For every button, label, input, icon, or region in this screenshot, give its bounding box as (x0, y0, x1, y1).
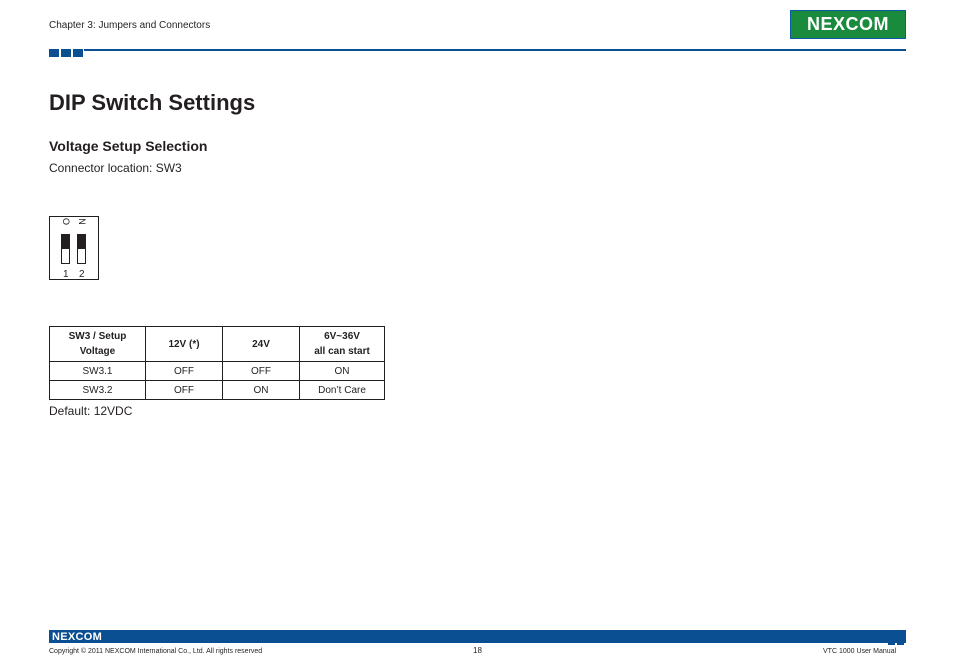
table-header-cell (50, 327, 146, 362)
header-line: 12V (*) (168, 338, 200, 350)
chapter-header: Chapter 3: Jumpers and Connectors (49, 20, 211, 31)
table-row (50, 362, 385, 381)
header-line: all can start (314, 346, 370, 357)
dip-on-label-o: O (61, 217, 72, 226)
default-note: Default: 12VDC (49, 404, 133, 418)
header-square-1 (49, 49, 59, 57)
nexcom-logo (790, 10, 906, 39)
section-subtitle: Voltage Setup Selection (49, 138, 208, 154)
dip-switch-1-knob (62, 235, 69, 249)
page-title: DIP Switch Settings (49, 90, 256, 115)
header-line: 6V~36V (324, 331, 360, 342)
dip-switch-2 (77, 234, 86, 264)
dip-number-2: 2 (79, 269, 85, 280)
table-header-cell (223, 327, 300, 362)
connector-location: Connector location: SW3 (49, 161, 182, 175)
table-header-cell (300, 327, 385, 362)
dip-switch-diagram (49, 216, 99, 280)
footer-logo: NEXCOM (52, 631, 103, 643)
page-number: 18 (473, 646, 482, 655)
header-line: Voltage (79, 346, 116, 357)
header-rule (84, 49, 906, 51)
dip-on-label-n: N (76, 218, 87, 225)
voltage-setup-table (49, 326, 385, 400)
table-cell: ON (300, 362, 385, 381)
table-cell: ON (223, 381, 300, 400)
header-line: 24V (252, 338, 270, 350)
table-cell: OFF (146, 381, 223, 400)
footer-bar (49, 630, 906, 643)
header-square-2 (61, 49, 71, 57)
header-line: SW3 / Setup (68, 331, 127, 342)
header-square-3 (73, 49, 83, 57)
table-cell: SW3.2 (50, 381, 146, 400)
table-cell: Don’t Care (300, 381, 385, 400)
copyright-text: Copyright © 2011 NEXCOM International Co., Ltd. All rights reserved (49, 648, 263, 655)
table-header-cell (146, 327, 223, 362)
footer-square-2 (888, 638, 895, 645)
table-row (50, 381, 385, 400)
logo-text: NEXCOM (806, 14, 889, 34)
dip-switch-2-knob (78, 235, 85, 249)
manual-title: VTC 1000 User Manual (823, 648, 897, 655)
table-header-row (50, 327, 385, 362)
table-cell: OFF (223, 362, 300, 381)
table-cell: OFF (146, 362, 223, 381)
dip-number-1: 1 (63, 269, 69, 280)
dip-switch-1 (61, 234, 70, 264)
table-cell: SW3.1 (50, 362, 146, 381)
footer-square-3 (897, 638, 904, 645)
footer-square-1 (888, 630, 895, 637)
